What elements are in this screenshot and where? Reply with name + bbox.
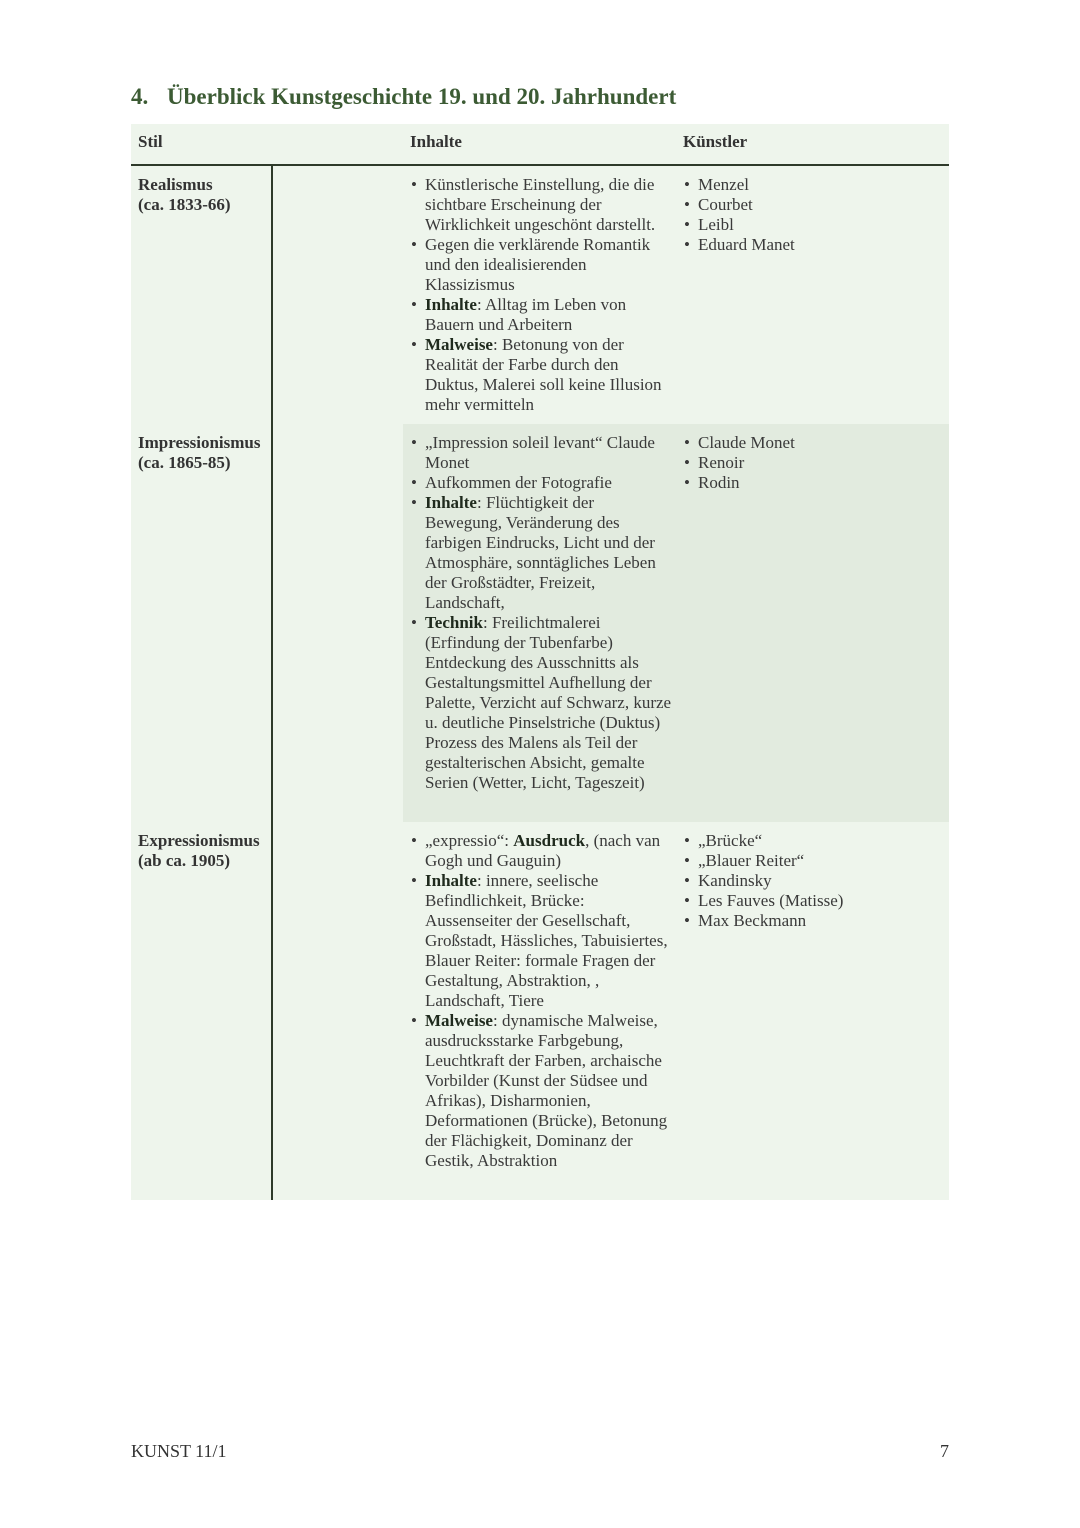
kuenstler-list	[683, 831, 945, 931]
list-item	[410, 335, 672, 415]
list-item	[410, 493, 672, 613]
artist-item: • Claude Monet	[683, 433, 945, 453]
list-item	[410, 831, 672, 871]
page-title	[131, 84, 676, 110]
art-history-table	[131, 124, 949, 1200]
section-number: 4.	[131, 84, 149, 109]
stil-cell	[138, 433, 261, 473]
list-item	[410, 871, 672, 1011]
column-header-inhalte: Inhalte	[410, 132, 462, 151]
list-item	[410, 295, 672, 335]
kuenstler-list	[683, 175, 945, 255]
artist-item: • „Brücke“	[683, 831, 945, 851]
column-divider	[271, 164, 273, 1200]
item-text: Aufkommen der Fotografie	[425, 473, 612, 492]
item-text: Gegen die verklärende Romantik und den idealisierenden Klassizismus	[425, 235, 651, 294]
list-item	[410, 613, 672, 793]
stil-cell	[138, 831, 260, 871]
item-text: : dynamische Malweise, ausdrucksstarke Farbgebung, Leuchtkraft der Farben, archaische Vorbilder (Kunst der Südsee und Afrikas), Disharmonien, Deformationen (Brücke), Betonung der Flächigkeit, Dominanz der Gestik, Abstraktion	[425, 1011, 668, 1170]
item-text: : Flüchtigkeit der Bewegung, Veränderung des farbigen Eindrucks, Licht und der Atmosphäre, sonntägliches Leben der Großstädter, Freizeit, Landschaft,	[425, 493, 656, 612]
table-row-impressionismus	[131, 424, 949, 822]
footer-course-label: KUNST 11/1	[131, 1441, 227, 1461]
list-item	[410, 433, 672, 473]
artist-item: • Menzel	[683, 175, 945, 195]
item-keyword: Malweise	[425, 335, 493, 354]
stil-period: (ca. 1833-66)	[138, 195, 231, 214]
footer-page-number: 7	[940, 1441, 949, 1461]
item-text: Künstlerische Einstellung, die die sichtbare Erscheinung der Wirklichkeit ungeschönt darstellt.	[425, 175, 656, 234]
artist-item: • „Blauer Reiter“	[683, 851, 945, 871]
stil-name: Realismus	[138, 175, 213, 194]
list-item	[410, 1011, 672, 1171]
inhalte-list	[410, 175, 672, 415]
column-header-kuenstler: Künstler	[683, 132, 748, 151]
item-text: : innere, seelische Befindlichkeit, Brücke: Aussenseiter der Gesellschaft, Großstadt, Hässliches, Tabuisiertes, Blauer Reiter: formale Fragen der Gestaltung, Abstraktion, , Landschaft, Tiere	[425, 871, 668, 1010]
artist-item: • Eduard Manet	[683, 235, 945, 255]
list-item	[410, 175, 672, 235]
item-keyword: Inhalte	[425, 871, 477, 890]
stil-name: Impressionismus	[138, 433, 261, 452]
item-text: „Impression soleil levant“ Claude Monet	[425, 433, 655, 472]
item-keyword: Inhalte	[425, 493, 477, 512]
item-text: : Alltag im Leben von Bauern und Arbeitern	[425, 295, 627, 334]
stil-period: (ab ca. 1905)	[138, 851, 231, 870]
item-keyword: Inhalte	[425, 295, 477, 314]
item-keyword: Technik	[425, 613, 483, 632]
artist-item: • Leibl	[683, 215, 945, 235]
table-row-realismus	[131, 166, 949, 424]
item-text: : Betonung von der Realität der Farbe durch den Duktus, Malerei soll keine Illusion mehr vermitteln	[425, 335, 662, 414]
artist-item: • Kandinsky	[683, 871, 945, 891]
column-header-stil: Stil	[138, 132, 163, 151]
inhalte-list	[410, 433, 672, 793]
inhalte-list	[410, 831, 672, 1171]
artist-item: • Les Fauves (Matisse)	[683, 891, 945, 911]
artist-item: • Renoir	[683, 453, 945, 473]
list-item	[410, 473, 672, 493]
item-keyword: Malweise	[425, 1011, 493, 1030]
item-keyword: Ausdruck	[513, 831, 586, 850]
kuenstler-list	[683, 433, 945, 493]
item-prefix: „expressio“:	[425, 831, 514, 850]
item-text: , (nach van Gogh und Gauguin)	[425, 831, 661, 870]
table-row-expressionismus	[131, 822, 949, 1200]
stil-period: (ca. 1865-85)	[138, 453, 231, 472]
artist-item: • Max Beckmann	[683, 911, 945, 931]
artist-item: • Courbet	[683, 195, 945, 215]
stil-name: Expressionismus	[138, 831, 260, 850]
table-header	[131, 124, 949, 166]
row-background-left	[131, 424, 403, 822]
row-background-left	[131, 822, 403, 1200]
list-item	[410, 235, 672, 295]
section-title: Überblick Kunstgeschichte 19. und 20. Jahrhundert	[167, 84, 677, 109]
artist-item: • Rodin	[683, 473, 945, 493]
stil-cell	[138, 175, 231, 215]
item-text: : Freilichtmalerei (Erfindung der Tubenfarbe) Entdeckung des Ausschnitts als Gestaltungsmittel Aufhellung der Palette, Verzicht auf Schwarz, kurze u. deutliche Pinselstriche (Duktus) Prozess des Malens als Teil der gestalterischen Absicht, gemalte Serien (Wetter, Licht, Tageszeit)	[425, 613, 672, 792]
